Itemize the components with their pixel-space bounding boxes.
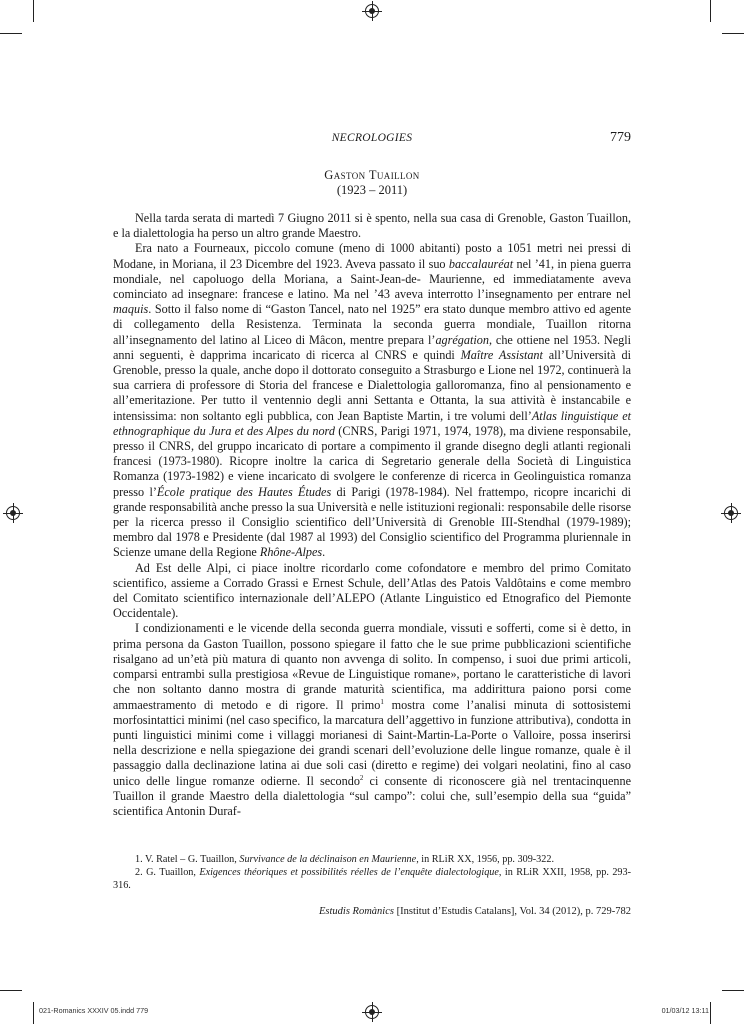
paragraph xyxy=(113,211,631,241)
italic-term: agrégation xyxy=(435,332,489,347)
italic-term: maquis xyxy=(113,302,149,317)
journal-details: [Institut d’Estudis Catalans], Vol. 34 (2012), p. 729-782 xyxy=(393,906,631,917)
running-head xyxy=(113,130,631,148)
text-run: Ad Est delle Alpi, ci piace inoltre ricordarlo come cofondatore e membro del primo Comitato scientifico, assieme a Corrado Grassi e Ernest Schule, dell’Atlas des Patois Valdôtains e come membro del Comitato scientifico internazionale dell’ALEPO (Atlante Linguistico ed Etnografico del Piemonte Occidentale). xyxy=(113,560,631,621)
crop-mark xyxy=(0,33,22,34)
life-years: (1923 – 2011) xyxy=(336,183,408,197)
person-name: Gaston Tuaillon xyxy=(324,168,420,182)
printer-slug xyxy=(0,1006,744,1018)
italic-term: Rhône-Alpes xyxy=(259,545,323,560)
text-run: (CNRS, Parigi 1971, 1974, 1978), ma diviene responsabile, presso il CNRS, del gruppo incaricato di portare a compimento il grande disegno degli atlanti regionali francesi (1973-1980). Ricopre inoltre la carica di Segretario generale della Società di Linguistica Romanza (1973-1982) e viene incaricato di svolgere le conferenze di ricerca in Geolinguistica romanza presso l’ xyxy=(113,423,631,499)
paragraph xyxy=(113,561,631,622)
paragraph xyxy=(113,241,631,560)
registration-mark-icon xyxy=(724,506,738,520)
registration-mark-icon xyxy=(6,506,20,520)
text-run: di Parigi (1978-1984). Nel frattempo, ricopre incarichi di grande responsabilità anche presso la sua Università e nelle istituzioni regionali: responsabile delle risorse per la ricerca presso il Consiglio scientifico dell’Università di Grenoble III-Stendhal (1979-1989); membro dal 1978 e Presidente (dal 1987 al 1993) del Consiglio scientifico del Programma pluriennale in Scienze umane della Regione xyxy=(113,484,631,560)
journal-name: Estudis Romànics xyxy=(319,906,394,917)
article-title xyxy=(113,168,631,198)
italic-term: baccalauréat xyxy=(448,256,514,271)
footnotes xyxy=(113,853,631,892)
italic-term: Survivance de la déclinaison en Maurienne xyxy=(239,854,417,865)
crop-mark xyxy=(722,990,744,991)
text-run: all’Università di Grenoble, presso la quale, anche dopo il dottorato conseguito a Strasburgo e Lione nel 1972, continuerà la sua carriera di professore di Storia del francese e Dialettologia galloromanza, fino al pensionamento e all’emeritazione. Per tutto il ventennio degli anni Settanta e Ottanta, la sua attività è instancabile e intensissima: non soltanto egli pubblica, con Jean Baptiste Martin, i tre volumi dell’ xyxy=(113,347,631,423)
section-title: NECROLOGIES xyxy=(331,132,413,144)
text-run: mostra come l’analisi minuta di sottosistemi morfosintattici minimi (nel caso specifico, la marcatura dell’aggettivo in funzione attributiva), condotta in punti linguistici minimi come i villaggi morianesi di Saint-Martin-La-Porte o Valloire, possa inserirsi nella descrizione e nella spiegazione dei grandi scenari dell’evoluzione delle lingue romanze, quale è il passaggio dalla declinazione latina ai due soli casi (diretto e regime) dei volgari neolatini, fino al caso unico delle lingue romanze odierne. Il secondo xyxy=(113,697,631,788)
text-run: Nella tarda serata di martedì 7 Giugno 2011 si è spento, nella sua casa di Grenoble, Gaston Tuaillon, e la dialettologia ha perso un altro grande Maestro. xyxy=(113,211,631,241)
crop-mark xyxy=(0,990,22,991)
text-run: , in RLiR XX, 1956, pp. 309-322. xyxy=(416,854,555,865)
article-body xyxy=(113,211,631,819)
italic-term: Exigences théoriques et possibilités réelles de l’enquête dialectologique xyxy=(199,867,499,878)
text-run: I condizionamenti e le vicende della seconda guerra mondiale, vissuti e sofferti, come si è detto, in prima persona da Gaston Tuaillon, possono spiegare il fatto che le sue prime pubblicazioni scientifiche risalgano ad un’età più matura di quanto non avvenga di solito. In compenso, i suoi due primi articoli, comparsi entrambi sulla prestigiosa «Revue de Linguistique romane», portano le caratteristiche di lavori che non soltanto danno mostra di grande maturità scientifica, ma addirittura paiono porsi come ammaestramento di metodo e di rigore. Il primo xyxy=(113,621,631,712)
footnote-ref-2: 2 xyxy=(359,773,364,782)
text-run: 1. V. Ratel – G. Tuaillon, xyxy=(135,854,240,865)
crop-mark xyxy=(33,0,34,22)
italic-term: École pratique des Hautes Études xyxy=(156,484,332,499)
text-run: , in RLiR XXII, 1958, pp. 293-316. xyxy=(113,867,631,891)
text-run: 2. G. Tuaillon, xyxy=(135,867,200,878)
text-run: . xyxy=(322,545,326,560)
page-number: 779 xyxy=(610,130,631,145)
text-run: . Sotto il falso nome di “Gaston Tancel, nato nel 1925” era stato dunque membro attivo ed agente di collegamento della Resistenza. Terminata la seconda guerra mondiale, Tuaillon ritorna all’insegnamento del latino al Liceo di Mâcon, mentre prepara l’ xyxy=(113,302,631,347)
text-run: nel ’41, in piena guerra mondiale, nel capoluogo della Moriana, a Saint-Jean-de- Maurienne, ed immediatamente aveva cominciato ad insegnare: francese e latino. Ma nel ’43 aveva interrotto l’insegnamento per entrare nel xyxy=(113,256,631,302)
registration-mark-icon xyxy=(365,4,379,18)
text-run: Era nato a Fourneaux, piccolo comune (meno di 1000 abitanti) posto a 1051 metri nei pressi di Modane, in Moriana, il 23 Dicembre del 1923. Aveva passato il suo xyxy=(113,241,631,271)
text-run: , che ottiene nel 1953. Negli anni seguenti, è dapprima incaricato di ricerca al CNRS e quindi xyxy=(113,332,631,362)
paragraph xyxy=(113,621,631,819)
footnote-ref-1: 1 xyxy=(380,697,384,706)
italic-term: Maître Assistant xyxy=(460,347,543,362)
journal-citation xyxy=(113,906,631,917)
crop-mark xyxy=(722,33,744,34)
crop-mark xyxy=(710,0,711,22)
footnote-2 xyxy=(113,866,631,892)
text-run: ci consente di riconoscere già nel trentacinquenne Tuaillon il grande Maestro della dialettologia “sul campo”: colui che, sull’esempio della sua “guida” scientifica Antonin Duraf- xyxy=(113,773,631,818)
slug-timestamp: 01/03/12 13:11 xyxy=(661,1006,709,1015)
italic-term: Atlas linguistique et ethnographique du Jura et des Alpes du nord xyxy=(113,408,631,438)
footnote-1 xyxy=(113,853,631,866)
slug-filename: 021-Romanics XXXIV 05.indd 779 xyxy=(39,1006,149,1015)
